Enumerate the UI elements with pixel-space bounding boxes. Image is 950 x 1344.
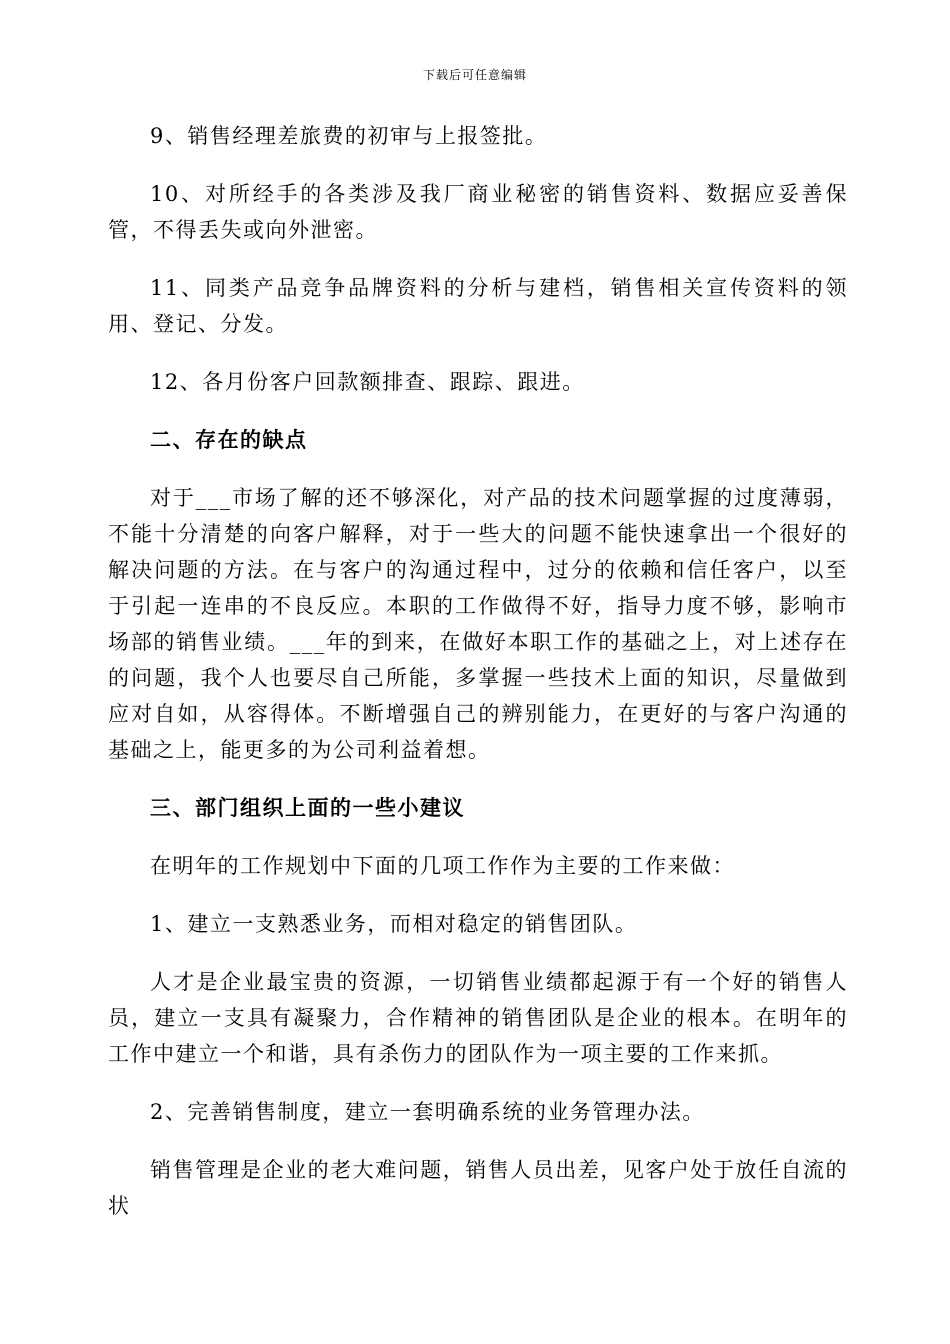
paragraph-system: 销售管理是企业的老大难问题，销售人员出差，见客户处于放任自流的状 (108, 1158, 848, 1218)
subheading-team: 1、建立一支熟悉业务，而相对稳定的销售团队。 (150, 912, 638, 936)
paragraph-shortcomings: 对于___市场了解的还不够深化，对产品的技术问题掌握的过度薄弱，不能十分清楚的向客户解释，对于一些大的问题不能快速拿出一个很好的解决问题的方法。在与客户的沟通过程中，过分的依赖和信任客户，以至于引起一连串的不良反应。本职的工作做得不好，指导力度不够，影响市场部的销售业绩。___年的到来，在做好本职工作的基础之上，对上述存在的问题，我个人也要尽自己所能，多掌握一些技术上面的知识，尽量做到应对自如，从容得体。不断增强自己的辨别能力，在更好的与客户沟通的基础之上，能更多的为公司利益着想。 (108, 486, 848, 762)
paragraph-team: 人才是企业最宝贵的资源，一切销售业绩都起源于有一个好的销售人员，建立一支具有凝聚力，合作精神的销售团队是企业的根本。在明年的工作中建立一个和谐，具有杀伤力的团队作为一项主要的工作来抓。 (108, 970, 848, 1066)
list-item-11: 11、同类产品竞争品牌资料的分析与建档，销售相关宣传资料的领用、登记、分发。 (108, 276, 848, 336)
paragraph-intro: 在明年的工作规划中下面的几项工作作为主要的工作来做： (150, 854, 735, 878)
list-item-9: 9、销售经理差旅费的初审与上报签批。 (150, 124, 548, 148)
header-note: 下载后可任意编辑 (422, 68, 527, 82)
section-heading-shortcomings: 二、存在的缺点 (150, 427, 308, 452)
section-heading-suggestions: 三、部门组织上面的一些小建议 (150, 795, 465, 820)
document-body (108, 118, 848, 1246)
subheading-system: 2、完善销售制度，建立一套明确系统的业务管理办法。 (150, 1100, 705, 1124)
list-item-10: 10、对所经手的各类涉及我厂商业秘密的销售资料、数据应妥善保管，不得丢失或向外泄密。 (108, 182, 848, 242)
list-item-12: 12、各月份客户回款额排查、跟踪、跟进。 (150, 370, 585, 394)
